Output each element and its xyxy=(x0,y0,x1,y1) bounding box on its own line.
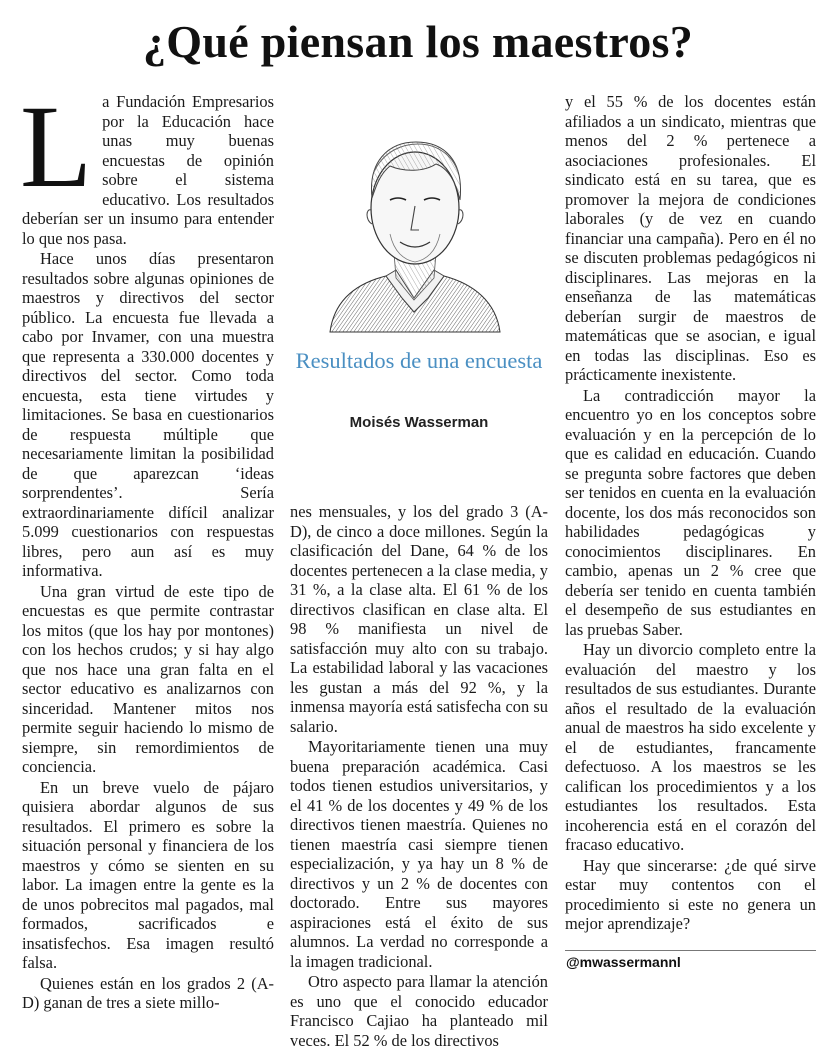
paragraph-1 xyxy=(20,81,274,248)
paragraph-5: Quienes están en los grados 2 (A-D) ganan de tres a siete millo- xyxy=(22,973,274,1012)
article-column-1 xyxy=(20,81,274,1013)
author-byline: Moisés Wasserman xyxy=(349,414,489,431)
article-headline: ¿Qué piensan los maestros? xyxy=(142,16,694,67)
paragraph-3: Una gran virtud de este tipo de encuestas es que permite contrastar los mitos (que los hay por montones) con los hechos crudos; y si hay algo que nos hace una gran falta en el sector educativo es analizarnos con sinceridad. Mantener mitos nos permite seguir haciendo lo mismo de siempre, sin remordimientos de conciencia. xyxy=(22,581,274,776)
paragraph-7: Mayoritariamente tienen una muy buena preparación académica. Casi todos tienen estudios universitarios, y el 41 % de los docentes y 49 % de los directivos tienen maestría. Quienes no tienen maestría casi siempre tienen especialización, y ya hay un 8 % de directivos y un 2 % de docentes con doctorado. Entre sus mayores aspiraciones está el éxito de sus alumnos. La verdad no corresponde a la imagen tradicional. xyxy=(290,737,548,971)
paragraph-4: En un breve vuelo de pájaro quisiera abordar algunos de sus resultados. El primero es sobre la situación personal y financiera de los maestros y cómo se sienten en su labor. La imagen entre la gente es la de unos pobrecitos mal pagados, mal formados, sacrificados e insatisfechos. Esa imagen resultó falsa. xyxy=(22,777,274,972)
paragraph-9: y el 55 % de los docentes están afiliados a un sindicato, mientras que menos del 2 % pertenece a asociaciones profesionales. El sindicato está en su tarea, que es promover la mejora de condiciones laborales (y de vez en cuando financiar una campaña). Pero en él no se discuten problemas pedagógicos ni disciplinares. Las mejoras en la enseñanza de las matemáticas deberían surgir de maestros de matemáticas que se asocian, e igual en todas las disciplinas. Eso es prácticamente inexistente. xyxy=(565,92,816,384)
author-twitter-handle: @mwassermannl xyxy=(566,954,681,970)
paragraph-11: Hay un divorcio completo entre la evaluación del maestro y los resultados de sus estudiantes. Durante años el resultado de la evaluación anual de maestros ha sido excelente y el de estudiantes, francamente defectuoso. A los maestros se les califican los procedimientos y a los estudiantes los resultados. Esta incoherencia está en el corazón del fracaso educativo. xyxy=(565,640,816,854)
paragraph-6: nes mensuales, y los del grado 3 (A-D), de cinco a doce millones. Según la clasificación del Dane, 64 % de los docentes pertenecen a la clase media, y 31 %, a la clase alta. El 61 % de los directivos clasifican en clase alta. El 98 % manifiesta un nivel de satisfacción muy alto con su trabajo. La estabilidad laboral y las vacaciones les gustan a más del 92 %, y la inmensa mayoría está satisfecha con su salario. xyxy=(290,502,548,736)
paragraph-2: Hace unos días presentaron resultados sobre algunas opiniones de maestros y directivos del sector público. La encuesta fue llevada a cabo por Invamer, con una muestra que representa a 330.000 docentes y directivos del sector. Como toda encuesta, esta tiene virtudes y limitaciones. Se basa en cuestionarios de respuesta múltiple que necesariamente limitan la posibilidad de que aparezcan ‘ideas sorprendentes’. Sería extraordinariamente difícil analizar 5.099 cuestionarios con respuestas libres, pero aun así es muy informativa. xyxy=(22,249,274,580)
article-subtitle: Resultados de una encuesta xyxy=(295,348,543,373)
paragraph-text: a Fundación Empresarios por la Educación hace unas muy buenas encuestas de opinión sobre el sistema educativo. Los resultados deberían ser un insumo para entender lo que nos pasa. xyxy=(22,92,274,248)
author-feature-box xyxy=(290,92,548,494)
paragraph-12: Hay que sincerarse: ¿de qué sirve estar muy contentos con el procedimiento si este no genera un mejor aprendizaje? xyxy=(565,855,816,933)
paragraph-8: Otro aspecto para llamar la atención es uno que el conocido educador Francisco Cajiao ha planteado mil veces. El 52 % de los directivos xyxy=(290,972,548,1050)
article-column-2 xyxy=(290,502,548,1050)
dropcap-letter: L xyxy=(20,81,93,212)
author-portrait xyxy=(324,102,504,332)
divider-rule xyxy=(565,950,816,951)
paragraph-10: La contradicción mayor la encuentro yo en los conceptos sobre evaluación y en la percepción de lo que es calidad en educación. Cuando se pregunta sobre factores que deben ser tenidos en cuenta en la evaluación docente, los dos más reconocidos son habilidades pedagógicas y conocimientos disciplinares. En cambio, apenas un 2 % cree que debería ser tenido en cuenta también el desempeño de sus estudiantes en las pruebas Saber. xyxy=(565,385,816,639)
article-column-3 xyxy=(565,92,816,934)
